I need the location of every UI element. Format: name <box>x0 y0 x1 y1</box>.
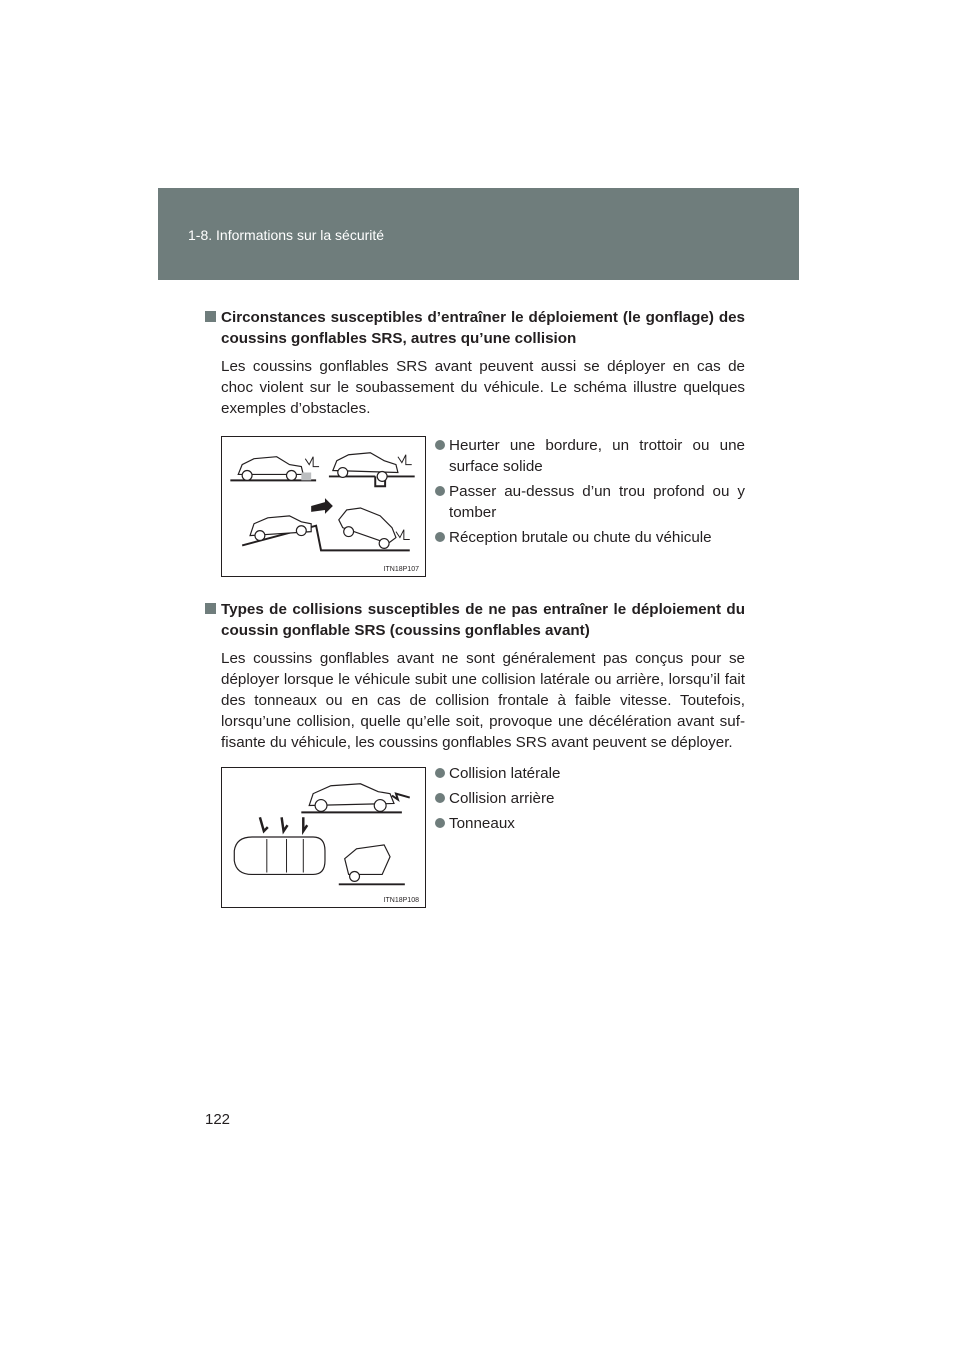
figure-collision-types <box>221 767 426 908</box>
section-title: 1-8. Informations sur la sécurité <box>188 227 385 243</box>
bullet-dot-icon <box>435 818 445 828</box>
list-item: Collision arrière <box>435 788 745 809</box>
car-obstacle-illustration <box>222 437 425 576</box>
bullet-dot-icon <box>435 440 445 450</box>
page-content <box>205 307 745 927</box>
bullet-dot-icon <box>435 768 445 778</box>
list-item: Réception brutale ou chute du véhicule <box>435 527 745 548</box>
section1-illustration-row <box>221 429 745 587</box>
page-number: 122 <box>205 1111 231 1128</box>
bullet-dot-icon <box>435 793 445 803</box>
bullet-dot-icon <box>435 532 445 542</box>
square-bullet-icon <box>205 603 216 614</box>
collision-types-illustration <box>222 768 425 907</box>
list-item: Collision latérale <box>435 763 745 784</box>
figure-code: ITN18P107 <box>383 566 419 573</box>
section-header <box>158 188 799 280</box>
section2-body: Les coussins gonflables avant ne sont généralement pas conçus pour se déployer lorsque le véhicule subit une collision latérale ou arrière, lorsqu’il fait des tonneaux ou en cas de collision frontale à faible vitesse. Toutefois, lorsqu’une collision, quelle qu’elle soit, provoque une décélération avant suf-fisante du véhicule, les coussins gonflables SRS avant peuvent se déployer. <box>221 650 745 751</box>
section2-heading: Types de collisions susceptibles de ne pas entraîner le déploiement du coussin gonflable SRS (coussins gonflables avant) <box>205 599 745 641</box>
section1-body: Les coussins gonflables SRS avant peuvent aussi se déployer en cas de choc violent sur le soubassement du véhicule. Le schéma illustre quelques exemples d’obstacles. <box>221 358 745 417</box>
figure-obstacles <box>221 436 426 577</box>
square-bullet-icon <box>205 311 216 322</box>
section2-illustration-row <box>221 767 745 927</box>
section2-bullet-list <box>435 763 745 838</box>
list-item: Heurter une bordure, un trottoir ou une surface solide <box>435 435 745 477</box>
list-item: Tonneaux <box>435 813 745 834</box>
list-item: Passer au-dessus d’un trou profond ou y tomber <box>435 481 745 523</box>
section1-heading: Circonstances susceptibles d’entraîner le déploiement (le gonflage) des coussins gonflables SRS, autres qu’une collision <box>205 307 745 349</box>
bullet-dot-icon <box>435 486 445 496</box>
section1-bullet-list <box>435 435 745 552</box>
figure-code: ITN18P108 <box>383 897 419 904</box>
